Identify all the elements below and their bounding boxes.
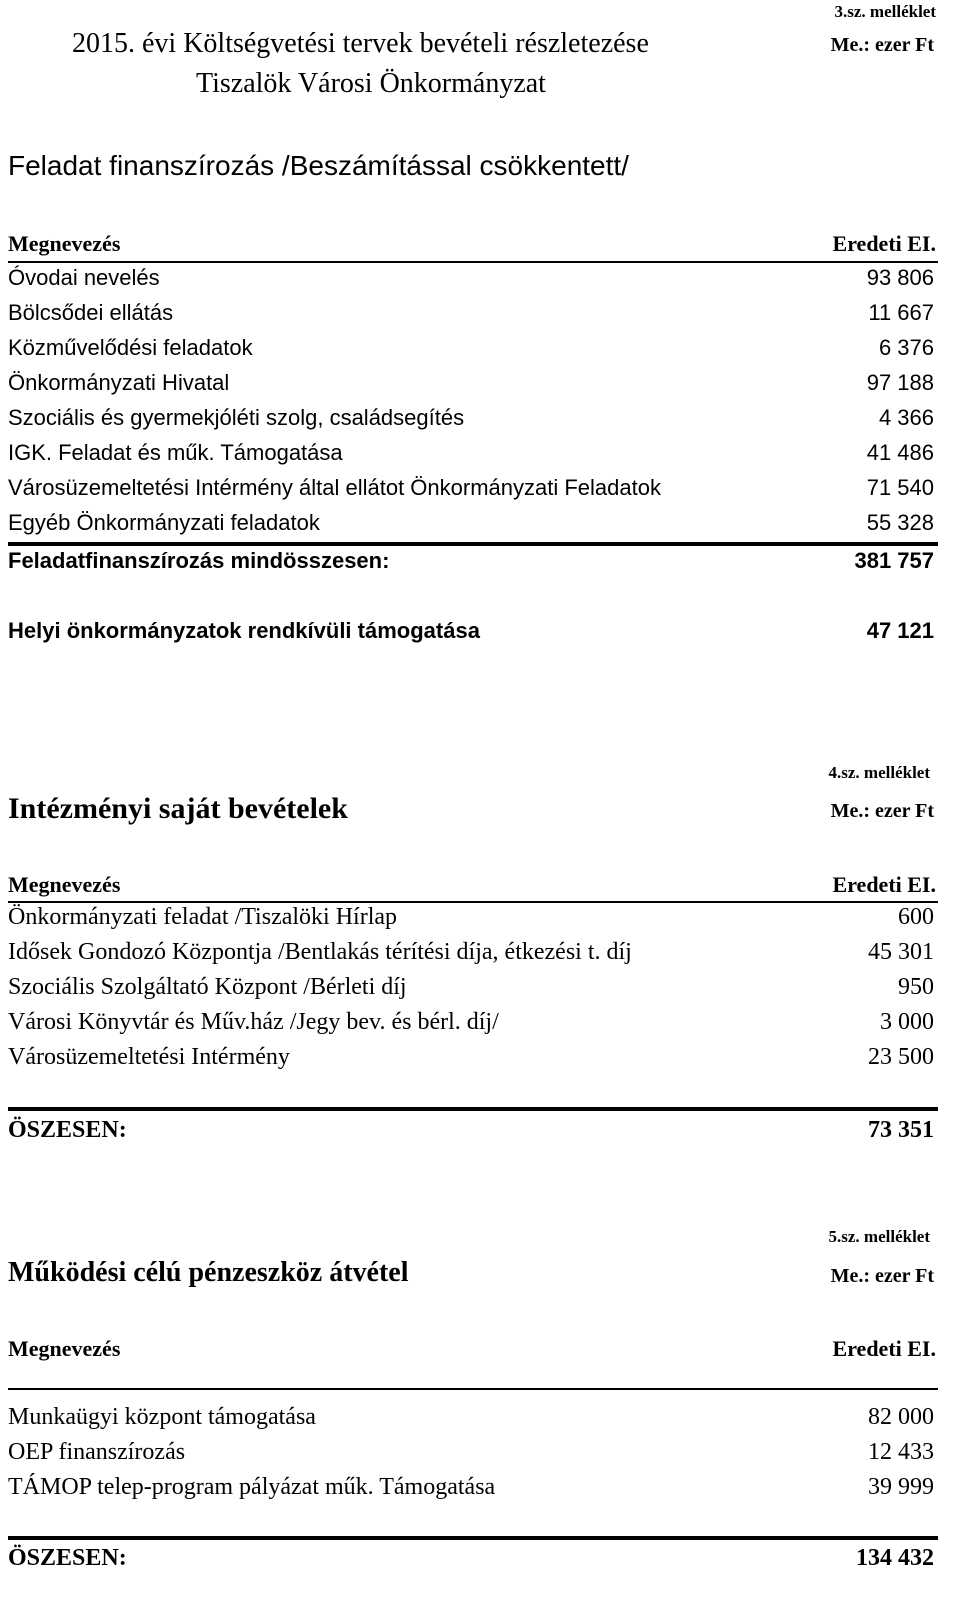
total-label: Feladatfinanszírozás mindösszesen: [8, 548, 390, 573]
table-row [8, 510, 938, 545]
table-row [8, 1439, 938, 1474]
row-label: IGK. Feladat és műk. Támogatása [8, 440, 343, 465]
row-value: 4 366 [878, 405, 934, 430]
annex-3-label: 3.sz. melléklet [834, 2, 936, 21]
row-value: 45 301 [868, 939, 934, 965]
row-value: 93 806 [866, 265, 934, 290]
row-label: Önkormányzati feladat /Tiszalöki Hírlap [8, 904, 398, 930]
row-value: 82 000 [868, 1404, 934, 1430]
unit-label: Me.: ezer Ft [830, 34, 934, 56]
row-value: 23 500 [868, 1044, 934, 1070]
table-row [8, 1044, 938, 1079]
table-row [8, 1009, 938, 1044]
row-value: 97 188 [866, 370, 934, 395]
row-label: Munkaügyi központ támogatása [8, 1404, 316, 1430]
section1-col-value: Eredeti EI. [832, 231, 936, 256]
organization-name: Tiszalök Városi Önkormányzat [196, 68, 546, 99]
row-value: 6 376 [878, 335, 934, 360]
annex-5-label: 5.sz. melléklet [828, 1227, 930, 1246]
section3-col-value: Eredeti EI. [832, 1336, 936, 1361]
section3-header-rule [8, 1388, 938, 1390]
row-value: 11 667 [868, 300, 934, 325]
section1-total-row [8, 548, 938, 583]
total-value: 134 432 [856, 1545, 934, 1571]
row-label: Városüzemeltetési Intérmény által ellátot Önkormányzati Feladatok [8, 475, 661, 500]
row-value: 3 000 [880, 1009, 934, 1035]
row-value: 71 540 [866, 475, 934, 500]
table-row [8, 475, 938, 510]
section1-header-rule [8, 261, 938, 263]
extra-label: Helyi önkormányzatok rendkívüli támogatása [8, 618, 480, 643]
row-value: 55 328 [866, 510, 934, 535]
row-value: 12 433 [868, 1439, 934, 1465]
table-row [8, 1474, 938, 1509]
section3-total-row [8, 1545, 938, 1580]
table-row [8, 440, 938, 475]
row-label: Szociális Szolgáltató Központ /Bérleti díj [8, 974, 407, 1000]
row-value: 950 [898, 974, 934, 1000]
table-row [8, 904, 938, 939]
row-label: Óvodai nevelés [8, 265, 160, 290]
section2-title: Intézményi saját bevételek [8, 792, 348, 825]
section1-col-name: Megnevezés [8, 231, 121, 256]
section3-unit: Me.: ezer Ft [830, 1265, 934, 1287]
table-row [8, 300, 938, 335]
table-row [8, 974, 938, 1009]
section2-col-name: Megnevezés [8, 872, 121, 897]
section2-unit: Me.: ezer Ft [830, 800, 934, 822]
row-label: Idősek Gondozó Központja /Bentlakás térítési díja, étkezési t. díj [8, 939, 632, 965]
section3-title: Működési célú pénzeszköz átvétel [8, 1257, 409, 1288]
row-label: Egyéb Önkormányzati feladatok [8, 510, 320, 535]
row-label: Szociális és gyermekjóléti szolg, családsegítés [8, 405, 465, 430]
row-label: Bölcsődei ellátás [8, 300, 174, 325]
table-row [8, 939, 938, 974]
row-label: OEP finanszírozás [8, 1439, 186, 1465]
section1-extra-row [8, 618, 938, 653]
section2-total-rule [8, 1107, 938, 1111]
row-label: Önkormányzati Hivatal [8, 370, 230, 395]
page-title: 2015. évi Költségvetési tervek bevételi részletezése [72, 28, 649, 59]
section3-total-rule [8, 1536, 938, 1540]
section1-title: Feladat finanszírozás /Beszámítással csökkentett/ [8, 150, 629, 181]
total-label: ÖSZESEN: [8, 1545, 127, 1571]
annex-4-label: 4.sz. melléklet [828, 763, 930, 782]
table-row [8, 1404, 938, 1439]
row-value: 39 999 [868, 1474, 934, 1500]
total-label: ÖSZESEN: [8, 1117, 127, 1143]
row-value: 41 486 [866, 440, 934, 465]
section1-total-rule [8, 542, 938, 546]
row-label: TÁMOP telep-program pályázat műk. Támogatása [8, 1474, 496, 1500]
table-row [8, 370, 938, 405]
row-label: Városüzemeltetési Intérmény [8, 1044, 290, 1070]
section2-col-value: Eredeti EI. [832, 872, 936, 897]
table-row [8, 265, 938, 300]
table-row [8, 335, 938, 370]
row-label: Városi Könyvtár és Műv.ház /Jegy bev. és bérl. díj/ [8, 1009, 499, 1035]
total-value: 73 351 [868, 1117, 934, 1143]
section3-col-name: Megnevezés [8, 1336, 121, 1361]
row-label: Közművelődési feladatok [8, 335, 253, 360]
extra-value: 47 121 [866, 618, 934, 643]
row-value: 600 [898, 904, 934, 930]
section2-total-row [8, 1117, 938, 1152]
table-row [8, 405, 938, 440]
total-value: 381 757 [854, 548, 934, 573]
section2-header-rule [8, 901, 938, 903]
